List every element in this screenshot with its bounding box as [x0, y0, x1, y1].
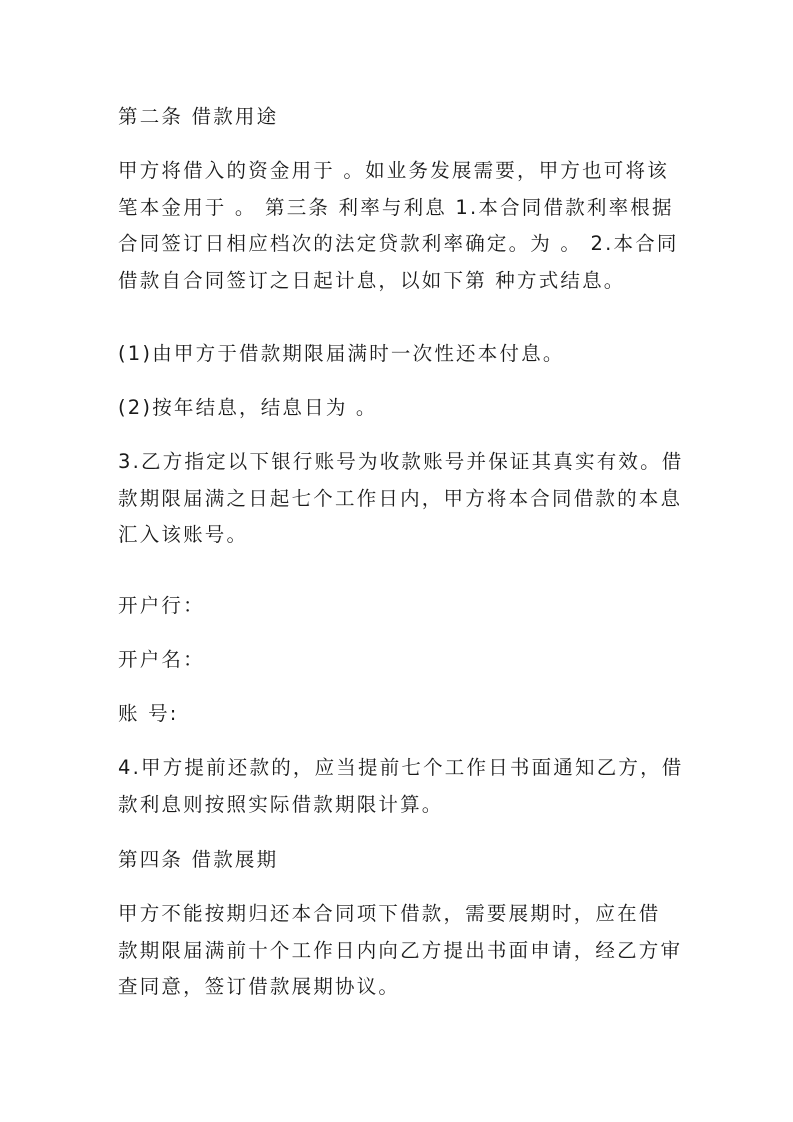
section-2-body [118, 153, 679, 299]
text-line: 第四条 借款展期 [118, 848, 279, 871]
text-line: 甲方将借入的资金用于 。如业务发展需要，甲方也可将该 [118, 159, 669, 182]
text-line: 借款自合同签订之日起计息，以如下第 种方式结息。 [118, 268, 626, 292]
text-line: 账 号: [118, 702, 179, 725]
text-line: 查同意，签订借款展期协议。 [118, 975, 401, 998]
account-name-label [118, 642, 676, 679]
bank-name-label [118, 588, 676, 625]
text-line: 4.甲方提前还款的，应当提前七个工作日书面通知乙方，借 [118, 756, 684, 779]
item-2 [118, 390, 676, 427]
text-line: 款利息则按照实际借款期限计算。 [118, 792, 444, 816]
text-line: 合同签订日相应档次的法定贷款利率确定。为 。 2.本合同 [118, 232, 679, 255]
section-4-heading [118, 842, 676, 879]
text-line: 笔本金用于 。 第三条 利率与利息 1.本合同借款利率根据 [118, 195, 674, 219]
text-line: 3.乙方指定以下银行账号为收款账号并保证其真实有效。借 [118, 450, 684, 473]
text-line: 第二条 借款用途 [118, 105, 279, 128]
text-line: 开户名： [118, 648, 205, 671]
text-line: 款期限届满前十个工作日内向乙方提出书面申请，经乙方审 [118, 938, 683, 962]
text-line: (2)按年结息，结息日为 。 [118, 396, 378, 419]
text-line: 甲方不能按期归还本合同项下借款，需要展期时，应在借 [118, 902, 661, 925]
section-2-heading [118, 99, 676, 136]
text-line: (1)由甲方于借款期限届满时一次性还本付息。 [118, 342, 565, 365]
item-4 [118, 750, 684, 823]
item-3 [118, 444, 684, 554]
text-line: 款期限届满之日起七个工作日内，甲方将本合同借款的本息 [118, 486, 683, 510]
item-1 [118, 336, 676, 373]
text-line: 开户行： [118, 594, 205, 617]
text-line: 汇入该账号。 [118, 523, 249, 546]
account-number-label [118, 696, 676, 733]
section-4-body [118, 896, 683, 1006]
